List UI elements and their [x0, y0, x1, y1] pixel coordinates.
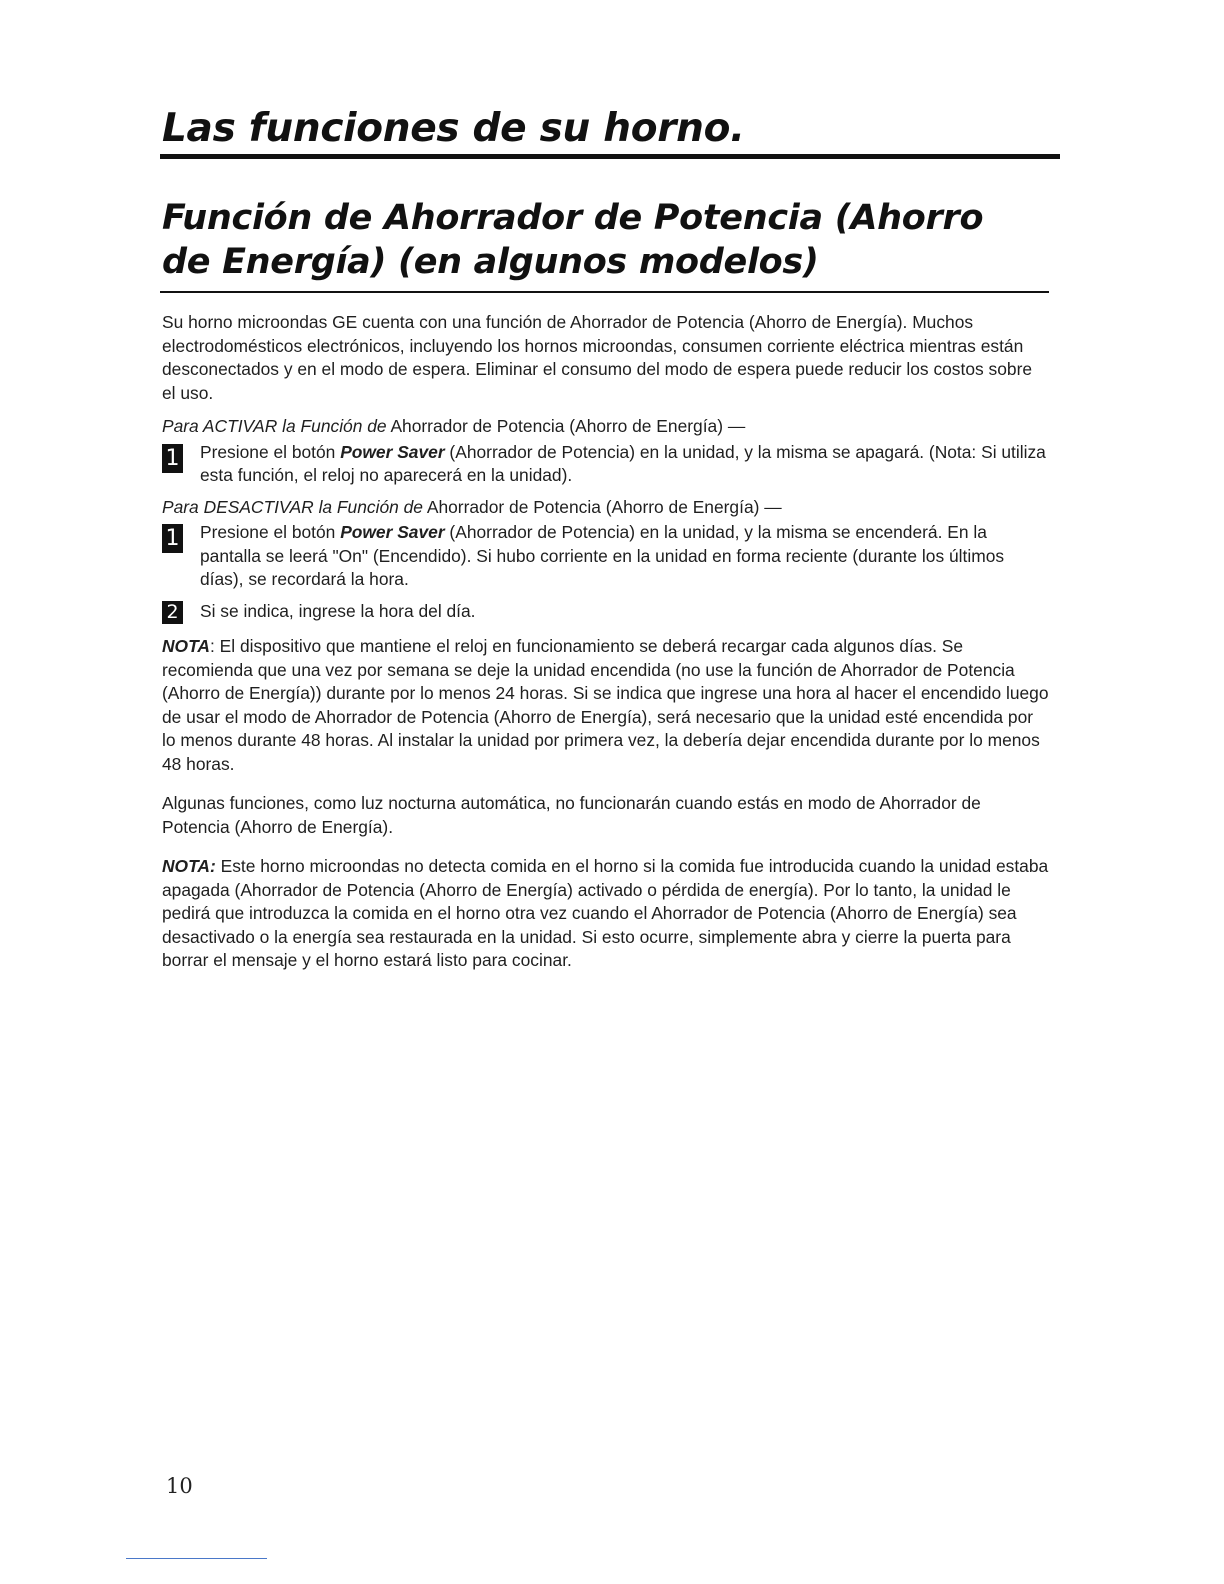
- step-number-badge: 1: [162, 524, 183, 553]
- power-saver-button-label: Power Saver: [340, 522, 445, 542]
- deactivate-lead-em: Para DESACTIVAR la Función de: [162, 496, 423, 517]
- intro-paragraph: Su horno microondas GE cuenta con una función de Ahorrador de Potencia (Ahorro de Energía). Muchos electrodomésticos electrónicos, incluyendo los hornos microondas, consumen corriente eléctrica mientras están desconectados y en el modo de espera. Eliminar el consumo del modo de espera puede reducir los costos sobre el uso.: [162, 312, 1033, 403]
- step-number-badge: 1: [162, 444, 183, 473]
- note-paragraph-2: [162, 855, 1050, 973]
- note-text: Este horno microondas no detecta comida en el horno si la comida fue introducida cuando la unidad estaba apagada (Ahorrador de Potencia (Ahorro de Energía) activado o pérdida de energía). Por lo tanto, la unidad le pedirá que introduzca la comida en el horno otra vez cuando el Ahorrador de Potencia (Ahorro de Energía) sea desactivado o la energía sea restaurada en la unidad. Si esto ocurre, simplemente abra y cierre la puerta para borrar el mensaje y el horno estará listo para cocinar.: [162, 856, 1049, 970]
- step-text-after: (Ahorrador de Potencia) en la unidad, y la misma se encenderá. En la pantalla se leerá "On" (Encendido). Si hubo corriente en la unidad en forma reciente (durante los últimos días), se recordará la hora.: [200, 522, 1005, 589]
- note-label: NOTA: [162, 636, 210, 656]
- step-text-before: Presione el botón: [200, 522, 341, 542]
- activate-lead: [162, 415, 1050, 439]
- page-title-rule: [160, 154, 1060, 159]
- power-saver-button-label: Power Saver: [340, 441, 445, 462]
- deactivate-step-1: [162, 521, 1050, 592]
- section-title-rule: [160, 291, 1049, 293]
- activate-lead-rest: Ahorrador de Potencia (Ahorro de Energía) —: [386, 416, 746, 436]
- step-text: Si se indica, ingrese la hora del día.: [200, 600, 476, 621]
- page-number: 10: [166, 1474, 193, 1498]
- activate-lead-em: Para ACTIVAR la Función de: [162, 416, 387, 436]
- deactivate-lead: [162, 496, 1050, 520]
- note-label: NOTA:: [162, 856, 216, 876]
- step-text-before: Presione el botón: [200, 441, 341, 462]
- deactivate-lead-rest: Ahorrador de Potencia (Ahorro de Energía) —: [422, 496, 782, 517]
- section-title: Función de Ahorrador de Potencia (Ahorro de Energía) (en algunos modelos): [162, 198, 984, 282]
- note-paragraph-1: [162, 635, 1050, 776]
- content: [162, 311, 1050, 973]
- page-title: Las funciones de su horno.: [162, 106, 745, 151]
- deactivate-step-2: [162, 600, 1050, 624]
- note-text: : El dispositivo que mantiene el reloj en funcionamiento se deberá recargar cada algunos días. Se recomienda que una vez por semana se deje la unidad encendida (no use la función de Ahorrador de Potencia (Ahorro de Energía)) durante por lo menos 24 horas. Si se indica que ingrese una hora al hacer el encendido luego de usar el modo de Ahorrador de Potencia (Ahorro de Energía), será necesario que la unidad esté encendida por lo menos durante 48 horas. Al instalar la unidad por primera vez, la debería dejar encendida durante por lo menos 48 horas.: [162, 636, 1049, 774]
- footer-rule: [126, 1558, 267, 1559]
- step-text-after: (Ahorrador de Potencia) en la unidad, y la misma se apagará. (Nota: Si utiliza esta función, el reloj no aparecerá en la unidad).: [200, 441, 1046, 485]
- activate-step-1: [162, 441, 1050, 488]
- paragraph-night-light: Algunas funciones, como luz nocturna automática, no funcionarán cuando estás en modo de Ahorrador de Potencia (Ahorro de Energía).: [162, 793, 981, 837]
- step-number-badge: 2: [162, 601, 183, 624]
